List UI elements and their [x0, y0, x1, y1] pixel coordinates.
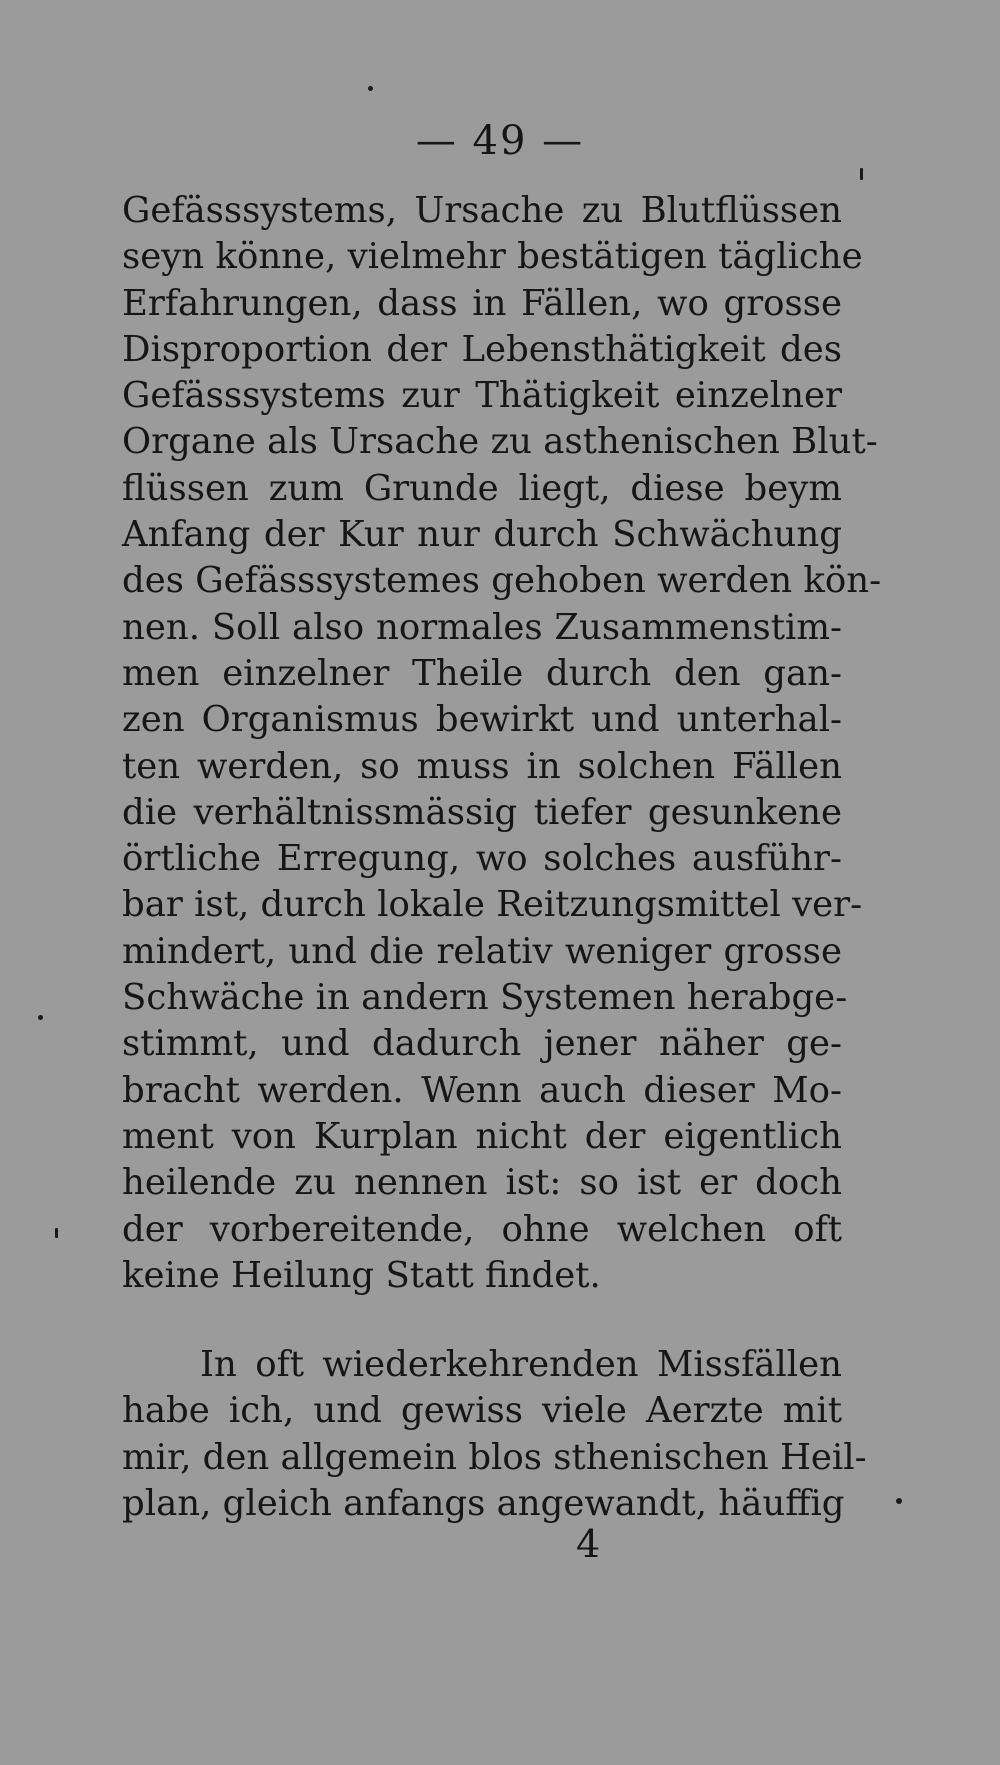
text-line: ten werden, so muss in solchen Fällen [122, 745, 842, 787]
text-line: bracht werden. Wenn auch dieser Mo- [122, 1069, 842, 1111]
text-line: men einzelner Theile durch den gan- [122, 652, 842, 694]
text-line: Schwäche in andern Systemen herabge- [122, 977, 848, 1019]
text-line: des Gefässsystemes gehoben werden kön- [122, 560, 882, 602]
text-line: Gefässsystems, Ursache zu Blutflüssen [122, 190, 842, 231]
text-line: Gefässsystems zur Thätigkeit einzelner [122, 375, 842, 417]
text-line: flüssen zum Grunde liegt, diese beym [122, 467, 842, 509]
text-line: Disproportion der Lebensthätigkeit des [122, 328, 842, 370]
scan-speck [896, 1498, 902, 1504]
scan-speck [38, 1015, 43, 1020]
text-line: In oft wiederkehrenden Missfällen [200, 1344, 842, 1385]
text-line: heilende zu nennen ist: so ist er doch [122, 1162, 842, 1204]
text-line: seyn könne, vielmehr bestätigen tägliche [122, 236, 863, 278]
text-line: habe ich, und gewiss viele Aerzte mit [122, 1390, 842, 1432]
text-line: ment von Kurplan nicht der eigentlich [122, 1115, 842, 1157]
text-line: bar ist, durch lokale Reitzungsmittel ver- [122, 884, 863, 926]
text-line: mindert, und die relativ weniger grosse [122, 930, 842, 972]
text-line: nen. Soll also normales Zusammenstim- [122, 606, 842, 648]
text-line: plan, gleich anfangs angewandt, häuffig [122, 1482, 845, 1524]
text-line: mir, den allgemein blos sthenischen Heil- [122, 1436, 867, 1478]
text-line: Erfahrungen, dass in Fällen, wo grosse [122, 282, 842, 324]
page-number: — 49 — [415, 118, 585, 164]
text-line: zen Organismus bewirkt und unterhal- [122, 699, 842, 741]
text-line: Anfang der Kur nur durch Schwächung [122, 514, 842, 556]
paragraph-1 [122, 188, 882, 1299]
scan-speck [860, 168, 863, 180]
paragraph-2 [122, 1342, 867, 1527]
scan-speck [55, 1228, 58, 1238]
signature-mark: 4 [576, 1522, 601, 1566]
text-line: örtliche Erregung, wo solches ausführ- [122, 838, 842, 880]
text-line: keine Heilung Statt findet. [122, 1254, 601, 1296]
text-line: Organe als Ursache zu asthenischen Blut- [122, 421, 878, 463]
text-line: die verhältnissmässig tiefer gesunkene [122, 791, 842, 833]
text-line: der vorbereitende, ohne welchen oft [122, 1208, 842, 1250]
scan-speck [368, 86, 373, 91]
text-line: stimmt, und dadurch jener näher ge- [122, 1023, 842, 1065]
